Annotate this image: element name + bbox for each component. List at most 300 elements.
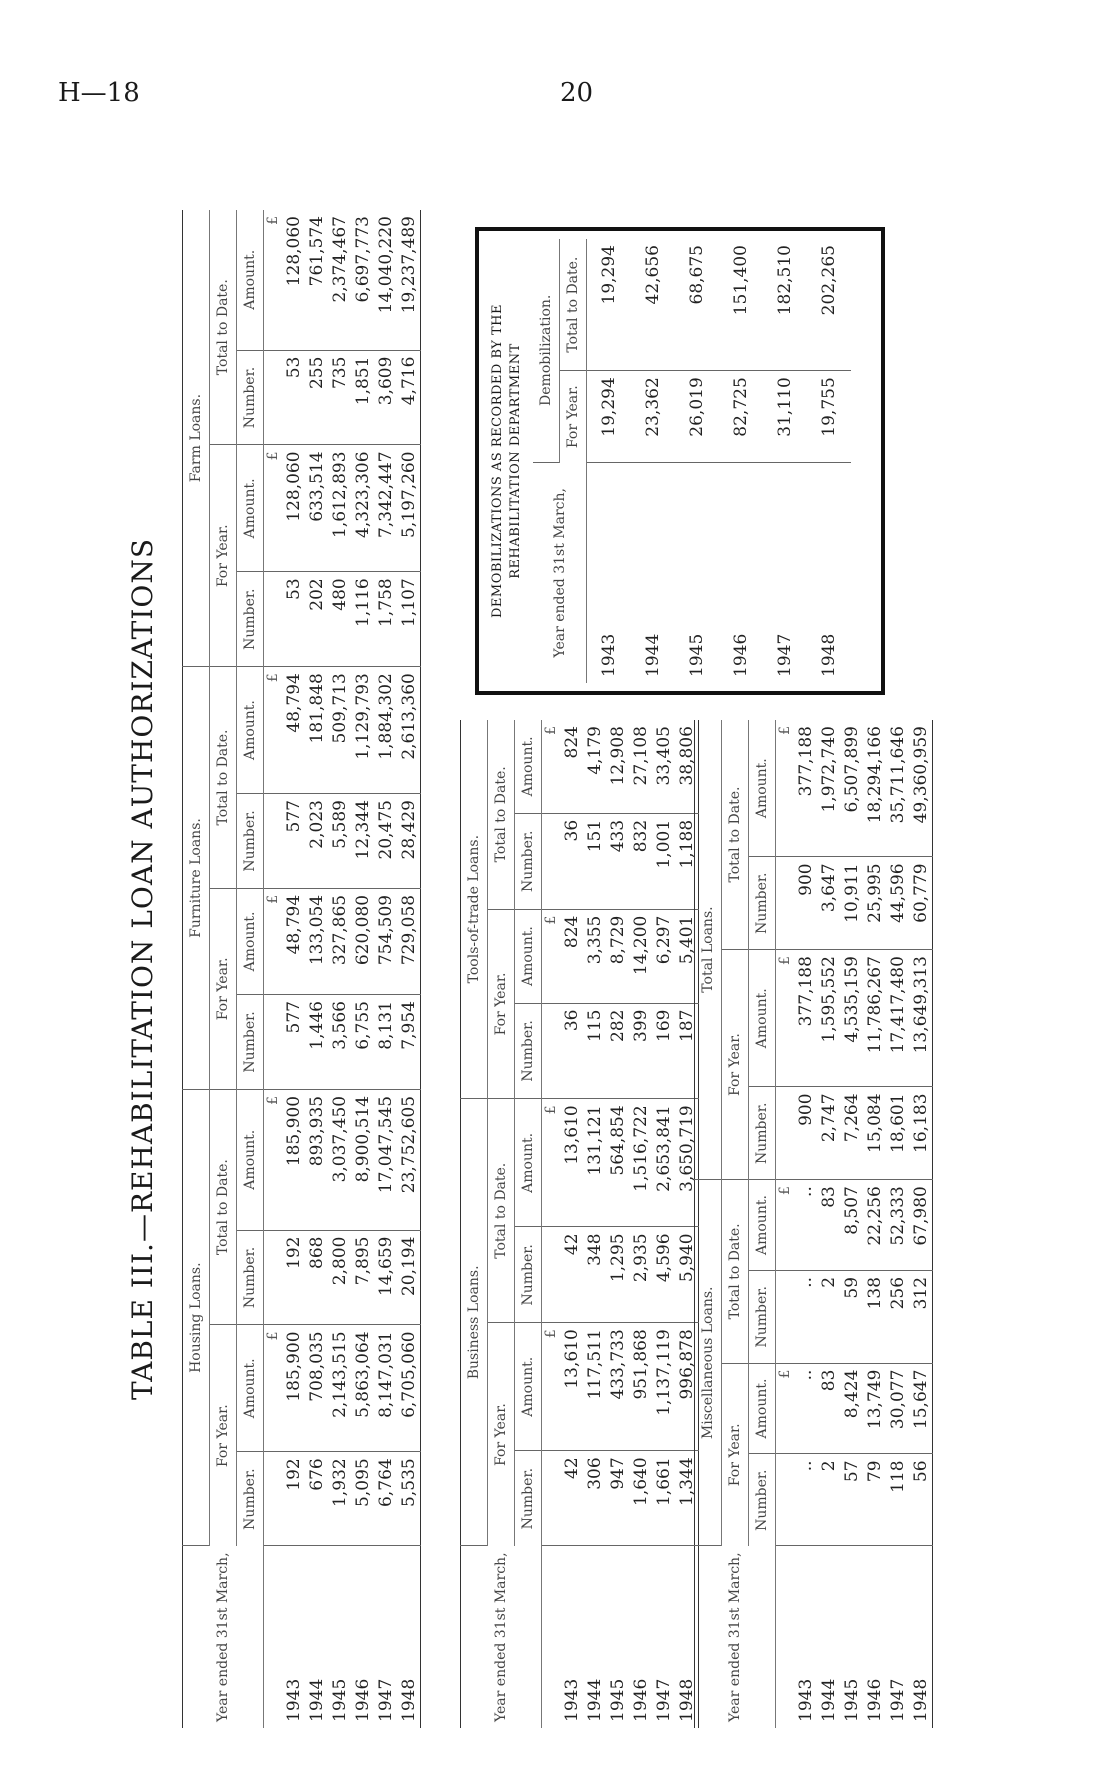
amount-header: Amount. — [237, 1325, 264, 1452]
demobilizations-box — [475, 227, 885, 695]
number-header: Number. — [515, 1227, 542, 1323]
value-cell: 128,060 — [282, 210, 305, 350]
value-cell: 5,197,260 — [397, 445, 421, 572]
value-cell: 2 — [817, 1454, 840, 1546]
value-cell: 11,786,267 — [863, 950, 886, 1087]
value-cell: 2,800 — [328, 1230, 351, 1325]
group-header: Business Loans. — [461, 1099, 488, 1546]
value-cell: 5,095 — [351, 1452, 374, 1546]
value-cell: 1,972,740 — [817, 720, 840, 857]
value-cell: 44,596 — [886, 857, 909, 950]
total-to-date-header: Total to Date. — [210, 210, 237, 445]
currency-blank — [542, 1227, 561, 1323]
value-cell: 28,429 — [397, 794, 421, 889]
value-cell: 312 — [909, 1270, 933, 1363]
value-cell: 1,595,552 — [817, 950, 840, 1087]
year-cell: 1945 — [841, 1678, 862, 1722]
value-cell: 2,653,841 — [652, 1099, 675, 1227]
value-cell: 754,509 — [374, 888, 397, 994]
value-cell: 17,047,545 — [374, 1089, 397, 1230]
value-cell: 1,661 — [652, 1451, 675, 1546]
amount-header: Amount. — [515, 909, 542, 1003]
value-cell: 1,107 — [397, 572, 421, 667]
value-cell: 6,507,899 — [840, 720, 863, 857]
value-cell: 187 — [675, 1003, 699, 1099]
amount-header: Amount. — [237, 667, 264, 794]
amount-header: Amount. — [749, 950, 776, 1087]
value-cell: 14,659 — [374, 1230, 397, 1325]
value-cell: 2,747 — [817, 1087, 840, 1180]
table-row — [763, 239, 807, 683]
value-cell: 185,900 — [282, 1089, 305, 1230]
table-row — [397, 210, 421, 1728]
value-cell: 996,878 — [675, 1323, 699, 1451]
value-cell: 169 — [652, 1003, 675, 1099]
value-cell: 13,749 — [863, 1363, 886, 1454]
currency-symbol: £ — [264, 1089, 283, 1230]
currency-symbol: £ — [264, 445, 283, 572]
value-cell: 377,188 — [794, 950, 817, 1087]
value-cell: 19,294 — [587, 239, 632, 371]
value-cell: 6,764 — [374, 1452, 397, 1546]
value-cell: 951,868 — [629, 1323, 652, 1451]
value-cell: 8,507 — [840, 1180, 863, 1271]
value-cell: 19,755 — [807, 371, 851, 462]
value-cell: .. — [794, 1363, 817, 1454]
total-to-date-header: Total to Date. — [488, 1099, 515, 1323]
value-cell: 2 — [817, 1270, 840, 1363]
value-cell: 729,058 — [397, 888, 421, 994]
currency-symbol: £ — [776, 950, 795, 1087]
value-cell: 182,510 — [763, 239, 807, 371]
value-cell: 82,725 — [719, 371, 763, 462]
value-cell: 3,647 — [817, 857, 840, 950]
currency-blank — [776, 1454, 795, 1546]
number-header: Number. — [749, 1087, 776, 1180]
value-cell: 7,264 — [840, 1087, 863, 1180]
demobilizations-title: DEMOBILIZATIONS AS RECORDED BY THE REHABILITATION DEPARTMENT — [490, 303, 523, 619]
for-year-header: For Year. — [210, 445, 237, 667]
table-row — [863, 720, 886, 1728]
value-cell: 824 — [560, 909, 583, 1003]
demobilizations-table — [533, 239, 851, 683]
value-cell: 128,060 — [282, 445, 305, 572]
number-header: Number. — [749, 1270, 776, 1363]
total-to-date-header: Total to Date. — [488, 720, 515, 909]
value-cell: 2,374,467 — [328, 210, 351, 350]
value-cell: 6,697,773 — [351, 210, 374, 350]
year-cell: 1947 — [375, 1678, 396, 1722]
value-cell: 115 — [583, 1003, 606, 1099]
value-cell: 133,054 — [305, 888, 328, 994]
value-cell: 20,475 — [374, 794, 397, 889]
currency-blank — [542, 1451, 561, 1546]
value-cell: 15,647 — [909, 1363, 933, 1454]
currency-row — [264, 210, 283, 1728]
value-cell: 7,954 — [397, 995, 421, 1090]
currency-row — [776, 720, 795, 1728]
value-cell: 68,675 — [675, 239, 719, 371]
currency-blank — [264, 1452, 283, 1546]
table-row — [719, 239, 763, 683]
business-tools-table — [460, 720, 699, 1728]
value-cell: 2,613,360 — [397, 667, 421, 794]
table-row — [587, 239, 632, 683]
year-cell: 1946 — [352, 1678, 373, 1722]
year-cell: 1948 — [910, 1678, 931, 1722]
value-cell: 3,650,719 — [675, 1099, 699, 1227]
value-cell: 13,610 — [560, 1323, 583, 1451]
page-reference: H—18 — [58, 78, 140, 108]
value-cell: 620,080 — [351, 888, 374, 994]
amount-header: Amount. — [237, 1089, 264, 1230]
page-number: 20 — [560, 78, 594, 108]
table-row — [631, 239, 675, 683]
value-cell: 33,405 — [652, 720, 675, 813]
value-cell: 151 — [583, 813, 606, 909]
value-cell: 708,035 — [305, 1325, 328, 1452]
value-cell: 947 — [606, 1451, 629, 1546]
for-year-header: For Year. — [722, 1363, 749, 1546]
value-cell: 5,535 — [397, 1452, 421, 1546]
value-cell: 18,601 — [886, 1087, 909, 1180]
value-cell: 18,294,166 — [863, 720, 886, 857]
value-cell: 31,110 — [763, 371, 807, 462]
amount-header: Amount. — [515, 1099, 542, 1227]
value-cell: 23,362 — [631, 371, 675, 462]
currency-symbol: £ — [264, 667, 283, 794]
value-cell: 49,360,959 — [909, 720, 933, 857]
currency-symbol: £ — [776, 1363, 795, 1454]
currency-blank — [264, 794, 283, 889]
value-cell: 118 — [886, 1454, 909, 1546]
value-cell: 1,851 — [351, 350, 374, 445]
year-header: Year ended 31st March, — [461, 1546, 542, 1728]
amount-header: Amount. — [515, 720, 542, 813]
value-cell: 5,589 — [328, 794, 351, 889]
year-cell: 1947 — [775, 633, 795, 677]
table-row — [807, 239, 851, 683]
number-header: Number. — [237, 1452, 264, 1546]
year-cell: 1944 — [306, 1678, 327, 1722]
for-year-header: For Year. — [488, 1323, 515, 1546]
value-cell: 1,129,793 — [351, 667, 374, 794]
value-cell: 7,895 — [351, 1230, 374, 1325]
value-cell: .. — [794, 1454, 817, 1546]
value-cell: 36 — [560, 813, 583, 909]
year-cell: 1944 — [643, 633, 663, 677]
value-cell: 900 — [794, 1087, 817, 1180]
amount-header: Amount. — [237, 445, 264, 572]
value-cell: 192 — [282, 1452, 305, 1546]
value-cell: 377,188 — [794, 720, 817, 857]
year-cell: 1945 — [329, 1678, 350, 1722]
currency-symbol: £ — [264, 210, 283, 350]
value-cell: 1,758 — [374, 572, 397, 667]
value-cell: 17,417,480 — [886, 950, 909, 1087]
value-cell: 20,194 — [397, 1230, 421, 1325]
table-row — [840, 720, 863, 1728]
value-cell: 1,884,302 — [374, 667, 397, 794]
value-cell: 8,900,514 — [351, 1089, 374, 1230]
value-cell: 26,019 — [675, 371, 719, 462]
for-year-header: For Year. — [210, 888, 237, 1089]
value-cell: 577 — [282, 794, 305, 889]
value-cell: 256 — [886, 1270, 909, 1363]
amount-header: Amount. — [749, 1363, 776, 1454]
value-cell: 4,596 — [652, 1227, 675, 1323]
number-header: Number. — [515, 1003, 542, 1099]
currency-blank — [776, 857, 795, 950]
table-row — [817, 720, 840, 1728]
value-cell: 7,342,447 — [374, 445, 397, 572]
value-cell: 4,716 — [397, 350, 421, 445]
total-to-date-header: Total to Date. — [210, 1089, 237, 1325]
housing-furniture-farm-table — [182, 210, 421, 1728]
table-row — [629, 720, 652, 1728]
value-cell: 3,566 — [328, 995, 351, 1090]
value-cell: 151,400 — [719, 239, 763, 371]
value-cell: 824 — [560, 720, 583, 813]
currency-symbol: £ — [542, 1323, 561, 1451]
year-cell: 1943 — [795, 1678, 816, 1722]
value-cell: 577 — [282, 995, 305, 1090]
value-cell: 16,183 — [909, 1087, 933, 1180]
currency-blank — [264, 350, 283, 445]
year-header: Year ended 31st March, — [533, 462, 587, 683]
value-cell: 6,297 — [652, 909, 675, 1003]
column-header: Total to Date. — [560, 239, 587, 371]
value-cell: 25,995 — [863, 857, 886, 950]
year-cell: 1943 — [561, 1678, 582, 1722]
value-cell: 5,401 — [675, 909, 699, 1003]
value-cell: 3,037,450 — [328, 1089, 351, 1230]
value-cell: 8,729 — [606, 909, 629, 1003]
value-cell: 13,610 — [560, 1099, 583, 1227]
group-header: Miscellaneous Loans. — [695, 1180, 722, 1546]
table-row — [560, 720, 583, 1728]
group-header: Housing Loans. — [183, 1089, 210, 1546]
value-cell: 348 — [583, 1227, 606, 1323]
value-cell: 27,108 — [629, 720, 652, 813]
year-cell: 1946 — [864, 1678, 885, 1722]
table-row — [794, 720, 817, 1728]
currency-blank — [776, 1270, 795, 1363]
value-cell: 509,713 — [328, 667, 351, 794]
value-cell: 676 — [305, 1452, 328, 1546]
currency-blank — [776, 1087, 795, 1180]
value-cell: 48,794 — [282, 667, 305, 794]
value-cell: 56 — [909, 1454, 933, 1546]
year-cell: 1948 — [398, 1678, 419, 1722]
value-cell: 83 — [817, 1180, 840, 1271]
currency-symbol: £ — [264, 1325, 283, 1452]
year-cell: 1947 — [653, 1678, 674, 1722]
value-cell: 35,711,646 — [886, 720, 909, 857]
currency-symbol: £ — [264, 888, 283, 994]
amount-header: Amount. — [749, 720, 776, 857]
table-row — [606, 720, 629, 1728]
currency-blank — [542, 813, 561, 909]
value-cell: 1,137,119 — [652, 1323, 675, 1451]
table-row — [282, 210, 305, 1728]
year-cell: 1946 — [731, 633, 751, 677]
table-row — [374, 210, 397, 1728]
value-cell: 5,940 — [675, 1227, 699, 1323]
year-cell: 1948 — [676, 1678, 697, 1722]
value-cell: 868 — [305, 1230, 328, 1325]
value-cell: 8,147,031 — [374, 1325, 397, 1452]
value-cell: 83 — [817, 1363, 840, 1454]
currency-blank — [264, 1546, 283, 1728]
table-row — [652, 720, 675, 1728]
value-cell: 255 — [305, 350, 328, 445]
value-cell: 327,865 — [328, 888, 351, 994]
value-cell: 761,574 — [305, 210, 328, 350]
value-cell: .. — [794, 1180, 817, 1271]
value-cell: 60,779 — [909, 857, 933, 950]
value-cell: 399 — [629, 1003, 652, 1099]
value-cell: 117,511 — [583, 1323, 606, 1451]
group-header: Total Loans. — [695, 720, 722, 1180]
rotated-table-sheet — [120, 200, 960, 1738]
value-cell: 4,323,306 — [351, 445, 374, 572]
year-cell: 1944 — [584, 1678, 605, 1722]
value-cell: 12,908 — [606, 720, 629, 813]
amount-header: Amount. — [237, 888, 264, 994]
group-header: Furniture Loans. — [183, 667, 210, 1090]
amount-header: Amount. — [237, 210, 264, 350]
value-cell: 42 — [560, 1451, 583, 1546]
value-cell: 48,794 — [282, 888, 305, 994]
table-row — [886, 720, 909, 1728]
value-cell: 53 — [282, 572, 305, 667]
value-cell: 181,848 — [305, 667, 328, 794]
currency-symbol: £ — [776, 720, 795, 857]
currency-symbol: £ — [776, 1180, 795, 1271]
for-year-header: For Year. — [210, 1325, 237, 1546]
value-cell: 4,179 — [583, 720, 606, 813]
value-cell: 23,752,605 — [397, 1089, 421, 1230]
value-cell: 8,131 — [374, 995, 397, 1090]
value-cell: 53 — [282, 350, 305, 445]
amount-header: Amount. — [515, 1323, 542, 1451]
total-to-date-header: Total to Date. — [722, 720, 749, 950]
value-cell: 3,609 — [374, 350, 397, 445]
currency-symbol: £ — [542, 909, 561, 1003]
value-cell: 79 — [863, 1454, 886, 1546]
value-cell: 893,935 — [305, 1089, 328, 1230]
value-cell: 1,116 — [351, 572, 374, 667]
value-cell: 14,040,220 — [374, 210, 397, 350]
table-row — [909, 720, 933, 1728]
value-cell: 192 — [282, 1230, 305, 1325]
table-row — [583, 720, 606, 1728]
year-cell: 1945 — [607, 1678, 628, 1722]
value-cell: 4,535,159 — [840, 950, 863, 1087]
value-cell: 1,640 — [629, 1451, 652, 1546]
currency-row — [542, 720, 561, 1728]
value-cell: 735 — [328, 350, 351, 445]
currency-blank — [264, 572, 283, 667]
total-to-date-header: Total to Date. — [722, 1180, 749, 1363]
value-cell: 564,854 — [606, 1099, 629, 1227]
year-cell: 1944 — [818, 1678, 839, 1722]
value-cell: 433 — [606, 813, 629, 909]
value-cell: 36 — [560, 1003, 583, 1099]
value-cell: 202 — [305, 572, 328, 667]
value-cell: 306 — [583, 1451, 606, 1546]
number-header: Number. — [237, 995, 264, 1090]
value-cell: 900 — [794, 857, 817, 950]
value-cell: 1,932 — [328, 1452, 351, 1546]
value-cell: 19,237,489 — [397, 210, 421, 350]
value-cell: 1,344 — [675, 1451, 699, 1546]
year-header: Year ended 31st March, — [695, 1546, 776, 1728]
number-header: Number. — [237, 794, 264, 889]
value-cell: 1,446 — [305, 995, 328, 1090]
value-cell: .. — [794, 1270, 817, 1363]
year-cell: 1943 — [283, 1678, 304, 1722]
value-cell: 15,084 — [863, 1087, 886, 1180]
amount-header: Amount. — [749, 1180, 776, 1271]
value-cell: 8,424 — [840, 1363, 863, 1454]
number-header: Number. — [515, 813, 542, 909]
value-cell: 1,295 — [606, 1227, 629, 1323]
table-row — [351, 210, 374, 1728]
total-to-date-header: Total to Date. — [210, 667, 237, 889]
value-cell: 5,863,064 — [351, 1325, 374, 1452]
number-header: Number. — [237, 1230, 264, 1325]
number-header: Number. — [237, 572, 264, 667]
value-cell: 433,733 — [606, 1323, 629, 1451]
currency-blank — [542, 1546, 561, 1728]
currency-blank — [264, 995, 283, 1090]
value-cell: 3,355 — [583, 909, 606, 1003]
value-cell: 480 — [328, 572, 351, 667]
value-cell: 633,514 — [305, 445, 328, 572]
number-header: Number. — [515, 1451, 542, 1546]
table-title: TABLE III.—REHABILITATION LOAN AUTHORIZATIONS — [126, 537, 159, 1401]
currency-blank — [542, 1003, 561, 1099]
value-cell: 2,023 — [305, 794, 328, 889]
value-cell: 185,900 — [282, 1325, 305, 1452]
value-cell: 42,656 — [631, 239, 675, 371]
for-year-header: For Year. — [722, 950, 749, 1180]
number-header: Number. — [237, 350, 264, 445]
value-cell: 2,935 — [629, 1227, 652, 1323]
group-header: Tools-of-trade Loans. — [461, 720, 488, 1099]
value-cell: 1,612,893 — [328, 445, 351, 572]
value-cell: 12,344 — [351, 794, 374, 889]
value-cell: 59 — [840, 1270, 863, 1363]
value-cell: 282 — [606, 1003, 629, 1099]
currency-blank — [264, 1230, 283, 1325]
value-cell: 67,980 — [909, 1180, 933, 1271]
value-cell: 6,705,060 — [397, 1325, 421, 1452]
value-cell: 1,001 — [652, 813, 675, 909]
value-cell: 38,806 — [675, 720, 699, 813]
column-header: For Year. — [560, 371, 587, 462]
year-cell: 1947 — [887, 1678, 908, 1722]
value-cell: 22,256 — [863, 1180, 886, 1271]
year-cell: 1948 — [819, 633, 839, 677]
year-cell: 1945 — [687, 633, 707, 677]
value-cell: 52,333 — [886, 1180, 909, 1271]
number-header: Number. — [749, 1454, 776, 1546]
value-cell: 14,200 — [629, 909, 652, 1003]
year-cell: 1943 — [599, 633, 619, 677]
